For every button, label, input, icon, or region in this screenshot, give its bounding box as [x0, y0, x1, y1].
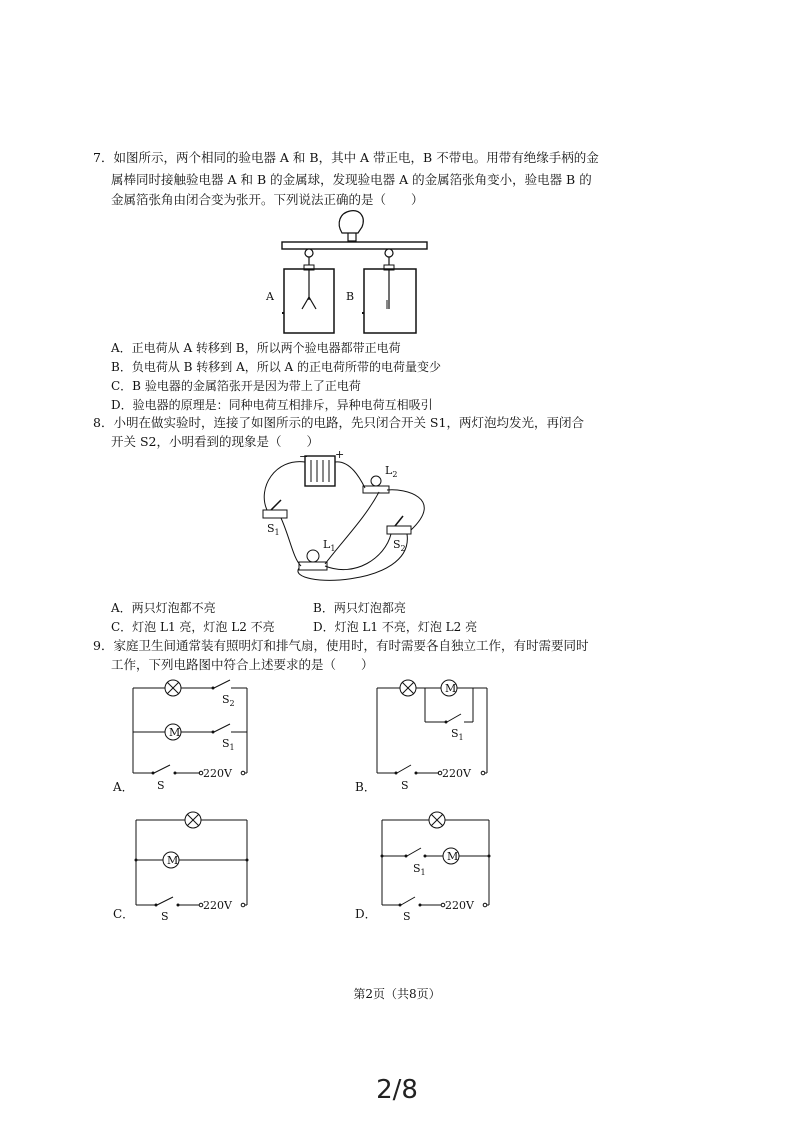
q8-option-a: A．两只灯泡都不亮 — [111, 601, 216, 615]
lamp-l2-icon — [363, 476, 389, 493]
switch-s1-label: $S_1$ — [222, 737, 235, 752]
switch-s-label: S — [161, 910, 169, 923]
switch-s2-label: $S_2$ — [393, 538, 406, 553]
voltage-label: 220V — [203, 767, 232, 780]
q9-line-2: 工作，下列电路图中符合上述要求的是（ ） — [111, 657, 374, 672]
q9-option-d-letter: D． — [355, 907, 377, 921]
switch-s2-icon — [387, 516, 411, 534]
lamp-icon — [400, 680, 416, 696]
q9-option-b-letter: B． — [355, 780, 376, 794]
q7-line-3: 金属箔张角由闭合变为张开。下列说法正确的是（ ） — [111, 192, 424, 207]
battery-minus: − — [299, 450, 309, 463]
q9-circuit-b — [375, 680, 495, 790]
q7-line-2: 属棒同时接触验电器 A 和 B 的金属球，发现验电器 A 的金属箔张角变小，验电器 B 的 — [111, 172, 592, 187]
q7-electroscope-figure — [262, 205, 432, 340]
electroscope-a-label: A — [266, 290, 274, 303]
lamp-l1-label: $L_1$ — [323, 538, 336, 553]
lamp-icon — [185, 812, 201, 828]
q8-line-1: 8．小明在做实验时，连接了如图所示的电路，先只闭合开关 S1，两灯泡均发光，再闭合 — [93, 415, 584, 430]
switch-s-label: S — [157, 779, 165, 792]
switch-s2-label: $S_2$ — [222, 693, 235, 708]
q7-option-b: B．负电荷从 B 转移到 A，所以 A 的正电荷所带的电荷量变少 — [111, 360, 442, 374]
q7-option-d: D．验电器的原理是：同种电荷互相排斥，异种电荷互相吸引 — [111, 398, 433, 412]
voltage-label: 220V — [442, 767, 471, 780]
motor-label: M — [169, 726, 181, 739]
motor-label: M — [167, 854, 179, 867]
q7-line-1: 7．如图所示，两个相同的验电器 A 和 B，其中 A 带正电，B 不带电。用带有绝缘手柄的金 — [93, 150, 599, 165]
switch-s-label: S — [403, 910, 411, 923]
lamp-l1-icon — [299, 550, 327, 570]
switch-s1-label: $S_1$ — [267, 522, 280, 537]
motor-label: M — [447, 850, 459, 863]
q8-option-c: C．灯泡 L1 亮，灯泡 L2 不亮 — [111, 620, 275, 634]
electroscope-b-label: B — [346, 290, 355, 303]
switch-s1-label: $S_1$ — [413, 862, 426, 877]
voltage-label: 220V — [445, 899, 474, 912]
q9-option-c-letter: C． — [113, 907, 135, 921]
q9-line-1: 9．家庭卫生间通常装有照明灯和排气扇，使用时，有时需要各自独立工作，有时需要同时 — [93, 638, 589, 653]
lamp-icon — [165, 680, 181, 696]
q9-circuit-a — [130, 680, 260, 790]
battery-plus: + — [335, 448, 345, 461]
q9-option-a-letter: A． — [113, 780, 134, 794]
motor-label: M — [445, 682, 457, 695]
lamp-l2-label: $L_2$ — [385, 464, 398, 479]
q7-option-c: C．B 验电器的金属箔张开是因为带上了正电荷 — [111, 379, 361, 393]
q8-line-2: 开关 S2，小明看到的现象是（ ） — [111, 434, 319, 449]
q7-option-a: A．正电荷从 A 转移到 B，所以两个验电器都带正电荷 — [111, 341, 401, 355]
q9-circuit-c — [133, 812, 263, 922]
q8-option-b: B．两只灯泡都亮 — [313, 601, 406, 615]
q8-circuit-figure — [245, 448, 445, 598]
voltage-label: 220V — [203, 899, 232, 912]
battery-icon — [305, 456, 335, 486]
page-indicator: 2/8 — [376, 1075, 418, 1105]
page-footer: 第2页（共8页） — [353, 987, 441, 1001]
q9-circuit-d — [379, 812, 499, 922]
lamp-icon — [429, 812, 445, 828]
switch-s-label: S — [401, 779, 409, 792]
q8-option-d: D．灯泡 L1 不亮，灯泡 L2 亮 — [313, 620, 478, 634]
switch-s1-label: $S_1$ — [451, 727, 464, 742]
